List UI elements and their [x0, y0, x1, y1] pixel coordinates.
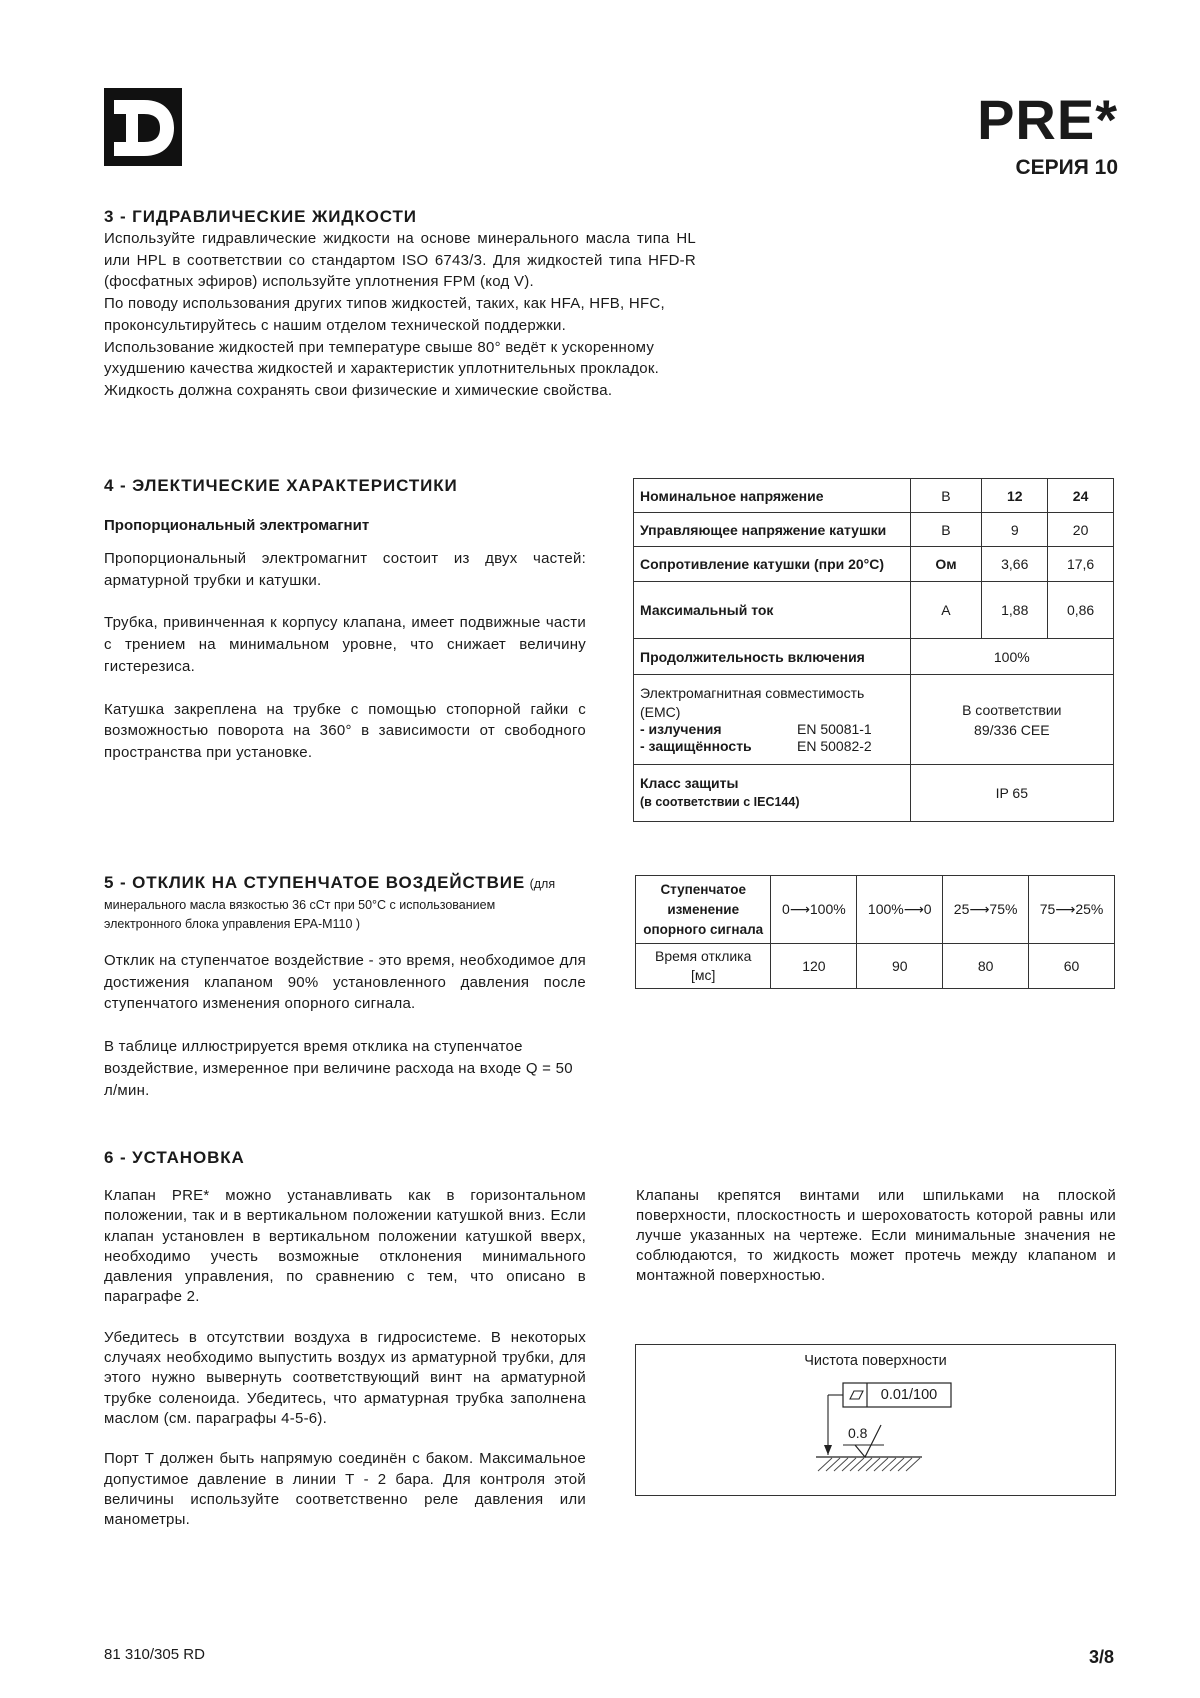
- section5-paragraph: Отклик на ступенчатое воздействие - это время, необходимое для достижения клапаном 90% установленного давления после ступенчатого изменения опорного сигнала.: [104, 952, 586, 1013]
- response-time-label: Время отклика: [655, 948, 752, 964]
- model-name: PRE*: [977, 88, 1118, 151]
- table-cell: Продолжительность включения: [634, 639, 911, 675]
- table-cell: 20: [1048, 513, 1114, 547]
- electrical-table: [633, 478, 1114, 822]
- series-name: СЕРИЯ 10: [1015, 156, 1118, 179]
- table-cell: 17,6: [1048, 547, 1114, 582]
- emission-label: - излучения: [640, 720, 722, 737]
- flatness-value: 0.01/100: [880, 1387, 938, 1403]
- table-cell: Ом: [910, 547, 982, 582]
- company-logo: [104, 88, 182, 166]
- section3-paragraph: Жидкость должна сохранять свои физические и химические свойства.: [104, 381, 613, 399]
- section4-paragraph: Катушка закреплена на трубке с помощью стопорной гайки с возможностью поворота на 360° в зависимости от свободного пространства при установке.: [104, 700, 586, 761]
- table-cell: 0,86: [1048, 582, 1114, 639]
- section5-note: (для: [529, 877, 556, 891]
- table-cell: [636, 876, 771, 944]
- table-cell: 80: [943, 944, 1029, 989]
- table-cell: 100%⟶0: [857, 876, 943, 944]
- table-cell: Максимальный ток: [634, 582, 911, 639]
- section5-paragraph: В таблице иллюстрируется время отклика на ступенчатое воздействие, измеренное при величине расхода на входе Q = 50 л/мин.: [104, 1038, 573, 1099]
- emc-label: (EMC): [640, 703, 681, 720]
- roughness-value: 0.8: [848, 1425, 868, 1441]
- table-cell: 60: [1029, 944, 1115, 989]
- table-cell: 9: [982, 513, 1048, 547]
- table-cell: 25⟶75%: [943, 876, 1029, 944]
- table-cell: IP 65: [910, 765, 1113, 822]
- page-number: 3/8: [1088, 1647, 1114, 1667]
- section5-heading: [104, 873, 586, 934]
- table-cell: 90: [857, 944, 943, 989]
- step-header-label: изменение: [667, 901, 740, 917]
- section4-title: 4 - ЭЛЕКТИЧЕСКИЕ ХАРАКТЕРИСТИКИ: [104, 476, 458, 495]
- surface-finish-figure: [635, 1344, 1116, 1496]
- section6-paragraph: Порт Т должен быть напрямую соединён с баком. Максимальное допустимое давление в линии Т - 2 бара. Для контроля этой величины используйте соответственно реле давления или манометры.: [104, 1450, 586, 1529]
- section4-paragraph: Пропорциональный электромагнит состоит из двух частей: арматурной трубки и катушки.: [104, 550, 586, 589]
- figure-title: Чистота поверхности: [804, 1353, 947, 1369]
- section5-title: 5 - ОТКЛИК НА СТУПЕНЧАТОЕ ВОЗДЕЙСТВИЕ: [104, 873, 526, 892]
- table-cell: В: [910, 513, 982, 547]
- table-cell: [636, 944, 771, 989]
- table-cell: Номинальное напряжение: [634, 479, 911, 513]
- table-cell: 0⟶100%: [771, 876, 857, 944]
- table-row: [634, 639, 1114, 675]
- table-cell: В: [910, 479, 982, 513]
- section3-paragraph: Использование жидкостей при температуре свыше 80° ведёт к ускоренному ухудшению качества жидкостей и характеристик уплотнительных прокладок.: [104, 338, 660, 378]
- step-header-label: опорного сигнала: [643, 921, 764, 937]
- table-row: [634, 582, 1114, 639]
- table-cell: 120: [771, 944, 857, 989]
- section6-body-left: [104, 1186, 586, 1530]
- section3-body: [104, 228, 696, 402]
- table-cell: 12: [982, 479, 1048, 513]
- section3-paragraph: По поводу использования других типов жидкостей, таких, как HFA, HFB, HFC, проконсультируйтесь с нашим отделом технической поддержки.: [104, 295, 665, 334]
- step-header-label: Ступенчатое: [660, 881, 746, 897]
- product-header: [977, 88, 1118, 180]
- table-row: [636, 944, 1115, 989]
- table-row: [634, 513, 1114, 547]
- emission-standard: EN 50081-1: [797, 720, 872, 737]
- table-row: [634, 675, 1114, 765]
- step-response-table: [635, 875, 1115, 989]
- table-row: [636, 876, 1115, 944]
- section3-paragraph: Используйте гидравлические жидкости на основе минерального масла типа HL или HPL в соответствии со стандартом ISO 6743/3. Для жидкостей типа HFD-R (фосфатных эфиров) используйте уплотнения FPM (код V).: [104, 230, 696, 291]
- table-cell: Управляющее напряжение катушки: [634, 513, 911, 547]
- table-cell: [634, 765, 911, 822]
- table-cell: [634, 675, 911, 765]
- response-time-label: [мс]: [691, 967, 716, 983]
- section5-note: минерального масла вязкостью 36 сСт при 50°C с использованием: [104, 898, 496, 912]
- surface-finish-drawing: [636, 1345, 1115, 1495]
- section3-title: 3 - ГИДРАВЛИЧЕСКИЕ ЖИДКОСТИ: [104, 207, 417, 226]
- section6-title: 6 - УСТАНОВКА: [104, 1148, 245, 1167]
- table-cell: Сопротивление катушки (при 20°C): [634, 547, 911, 582]
- table-cell: А: [910, 582, 982, 639]
- section6-body-right: Клапаны крепятся винтами или шпильками на плоской поверхности, плоскостность и шероховатость которой равны или лучше указанных на чертеже. Если минимальные значения не соблюдаются, то жидкость может протечь между клапаном и монтажной поверхностью.: [636, 1187, 1116, 1284]
- table-row: [634, 765, 1114, 822]
- section4-body: [104, 548, 586, 764]
- table-cell: [910, 675, 1113, 765]
- document-code: 81 310/305 RD: [104, 1646, 205, 1663]
- immunity-standard: EN 50082-2: [797, 737, 872, 754]
- section6-paragraph: Убедитесь в отсутствии воздуха в гидросистеме. В некоторых случаях необходимо выпустить воздух из арматурной трубки, для этого нужно вывернуть соответствующий винт на арматурной трубке соленоида. Убедитесь, что арматурная трубка заполнена маслом (см. параграфы 4-5-6).: [104, 1328, 586, 1427]
- protection-label: Класс защиты: [640, 775, 739, 791]
- table-cell: 100%: [910, 639, 1113, 675]
- emc-label: Электромагнитная совместимость: [640, 684, 865, 701]
- table-cell: 1,88: [982, 582, 1048, 639]
- section4-subtitle: Пропорциональный электромагнит: [104, 517, 370, 534]
- emc-value: В соответствии: [962, 701, 1062, 718]
- protection-label: (в соответствии с IEC144): [640, 795, 800, 809]
- table-cell: 24: [1048, 479, 1114, 513]
- immunity-label: - защищённость: [640, 737, 752, 754]
- section6-paragraph: Клапан PRE* можно устанавливать как в горизонтальном положении, так и в вертикальном положении катушкой вниз. Если клапан установлен в вертикальном положении катушкой вверх, необходимо учесть возможные отклонения минимального давления управления, по сравнению с тем, что описано в параграфе 2.: [104, 1187, 586, 1306]
- table-row: [634, 479, 1114, 513]
- table-cell: 3,66: [982, 547, 1048, 582]
- section5-body: [104, 950, 586, 1101]
- table-cell: 75⟶25%: [1029, 876, 1115, 944]
- section5-note: электронного блока управления EPA-M110 ): [104, 917, 361, 931]
- table-row: [634, 547, 1114, 582]
- section4-paragraph: Трубка, привинченная к корпусу клапана, имеет подвижные части с трением на минимальном уровне, что снижает величину гистерезиса.: [104, 614, 586, 675]
- emc-value: 89/336 CEE: [974, 721, 1050, 738]
